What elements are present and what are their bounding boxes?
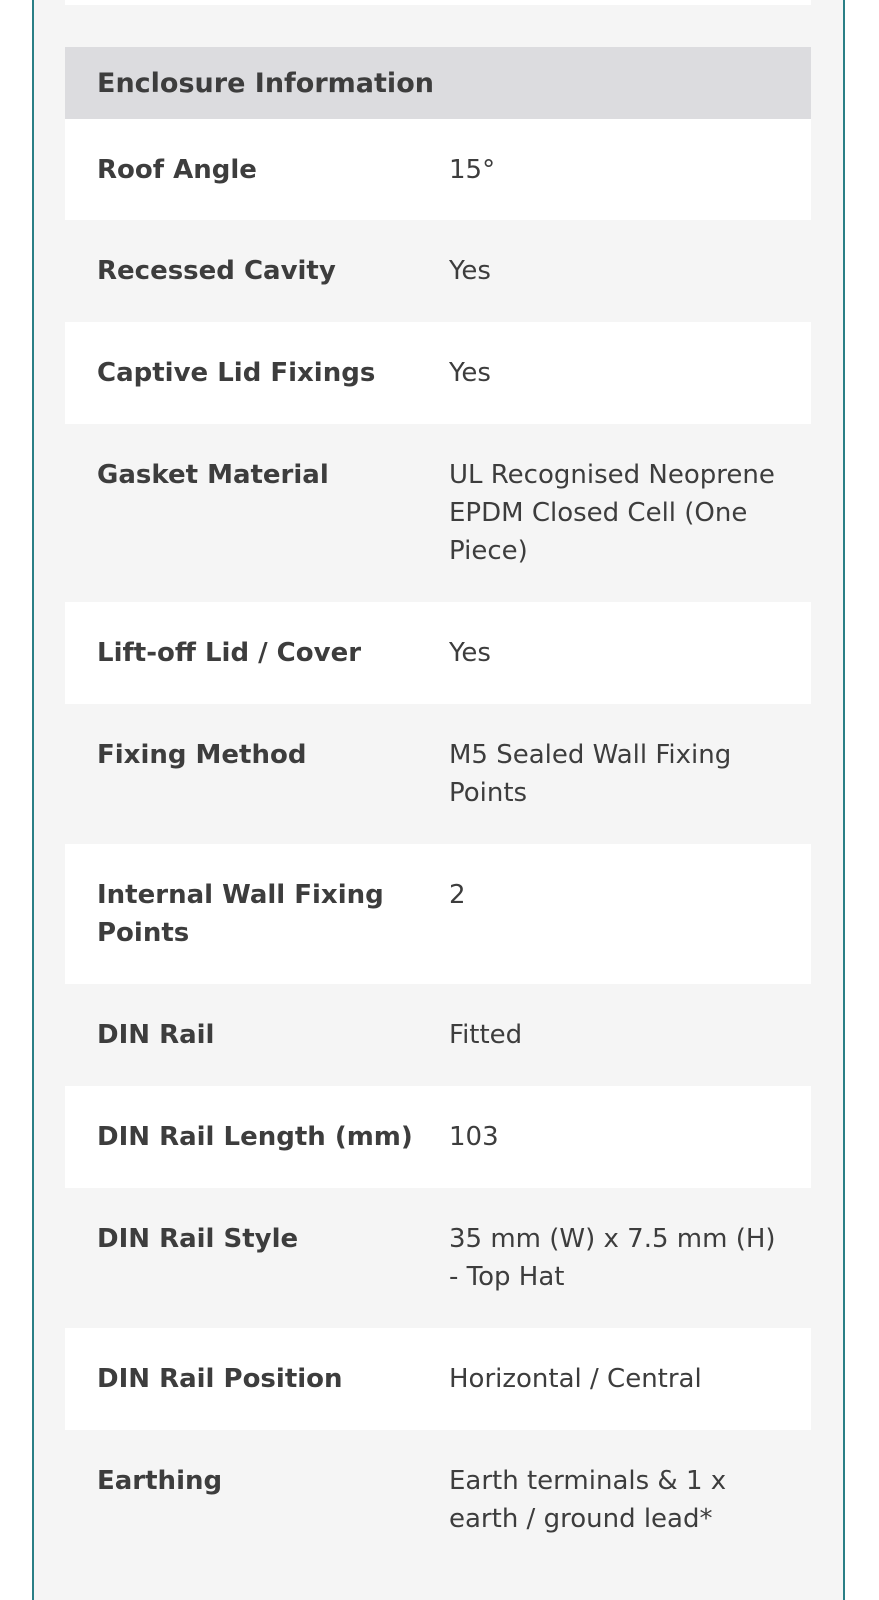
row-value: UL Recognised Neoprene EPDM Closed Cell (One Piece) <box>449 460 775 566</box>
row-value: M5 Sealed Wall Fixing Points <box>449 740 732 808</box>
table-row <box>65 1328 811 1430</box>
row-value: Earth terminals & 1 x earth / ground lead* <box>449 1466 727 1534</box>
row-value: 2 <box>449 880 466 910</box>
table-row <box>65 984 811 1086</box>
table-row <box>65 1086 811 1188</box>
row-label: Gasket Material <box>97 460 329 490</box>
table-row <box>65 220 811 322</box>
table-row <box>65 119 811 220</box>
enclosure-info-table <box>65 47 811 1570</box>
row-value: 15° <box>449 155 496 185</box>
row-value: 103 <box>449 1122 499 1152</box>
row-value: 35 mm (W) x 7.5 mm (H) - Top Hat <box>449 1224 776 1292</box>
section-header: Enclosure Information <box>65 47 811 119</box>
row-label: DIN Rail Length (mm) <box>97 1122 413 1152</box>
row-value: Yes <box>449 256 491 286</box>
row-label: Fixing Method <box>97 740 307 770</box>
row-label: DIN Rail Style <box>97 1224 299 1254</box>
row-value: Horizontal / Central <box>449 1364 702 1394</box>
row-value: Fitted <box>449 1020 523 1050</box>
row-label: Recessed Cavity <box>97 256 336 286</box>
row-label: Internal Wall Fixing Points <box>97 880 384 948</box>
row-label: DIN Rail Position <box>97 1364 343 1394</box>
previous-section-edge <box>65 0 811 5</box>
row-value: Yes <box>449 358 491 388</box>
table-row <box>65 704 811 844</box>
table-row <box>65 602 811 704</box>
row-label: DIN Rail <box>97 1020 215 1050</box>
row-value: Yes <box>449 638 491 668</box>
row-label: Captive Lid Fixings <box>97 358 376 388</box>
row-label: Lift-off Lid / Cover <box>97 638 362 668</box>
table-row <box>65 1188 811 1328</box>
table-row <box>65 1430 811 1570</box>
table-row <box>65 322 811 424</box>
table-row <box>65 424 811 602</box>
row-label: Earthing <box>97 1466 223 1496</box>
row-label: Roof Angle <box>97 155 257 185</box>
table-row <box>65 844 811 984</box>
